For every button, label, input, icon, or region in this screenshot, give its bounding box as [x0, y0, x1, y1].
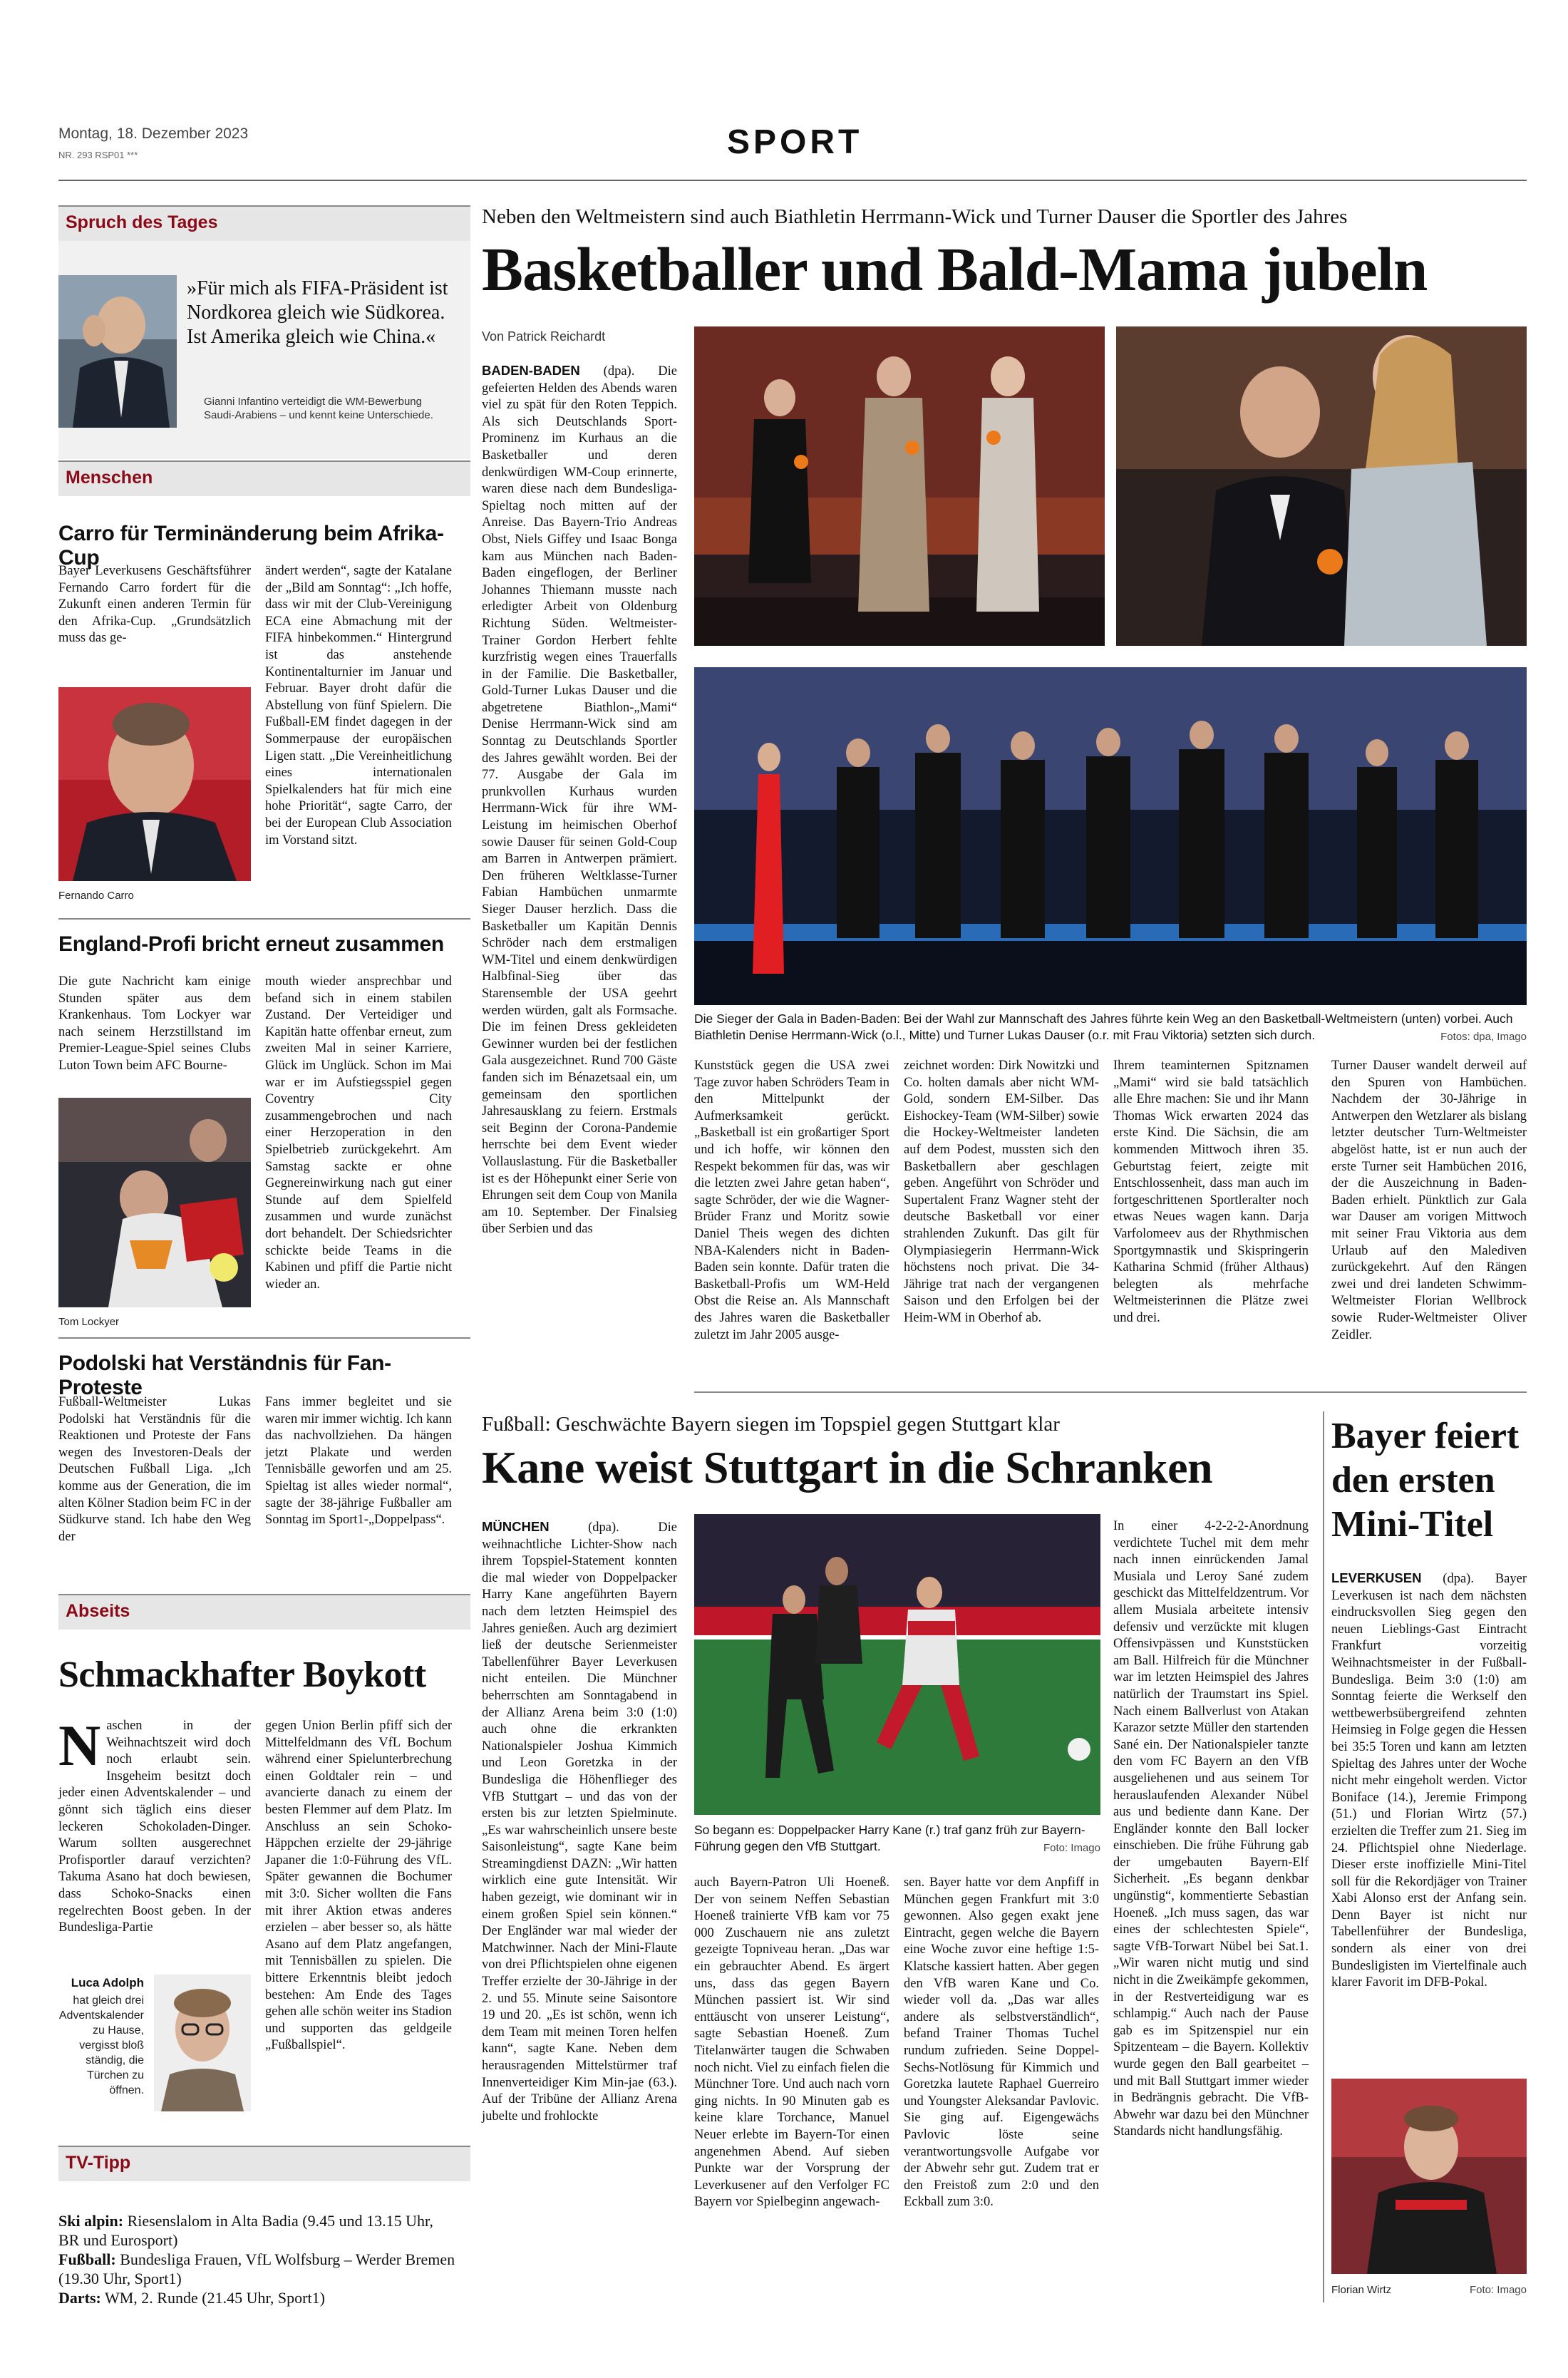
- wirtz-photo: [1331, 2079, 1527, 2274]
- tv-item: [58, 2288, 458, 2307]
- header-rule: [58, 180, 1527, 181]
- kane-photo-credit: Foto: Imago: [1043, 1842, 1100, 1854]
- kane-col1: [482, 1518, 677, 2125]
- tv-item-text: Riesenslalom in Alta Badia (9.45 und 13.15 Uhr, BR und Eurosport): [58, 2212, 433, 2249]
- bayer-dateline: LEVERKUSEN: [1331, 1570, 1422, 1585]
- gala-dateline: BADEN-BADEN: [482, 363, 580, 378]
- kane-kicker: Fußball: Geschwächte Bayern siegen im Topspiel gegen Stuttgart klar: [482, 1413, 1060, 1436]
- gala-agency: (dpa).: [603, 364, 635, 379]
- bayer-body-text: Bayer Leverkusen ist nach dem nächsten eindrucksvollen Sieg gegen den neuen Lieblings-Gast Eintracht Frankfurt vorzeitig Weihnachtsmeister in der Fußball-Bundesliga. Beim 3:0 (1:0) am Sonntag feierte die Werkself den wettbewerbsübergreifend zehnten Heimsieg in Folge gegen die Hessen bei 35:5 Toren und kann am letzten Spieltag des Jahres unter der Woche nicht mehr eingeholt werden. Victor Boniface (14.), Jeremie Frimpong (51.) und Florian Wirtz (57.) erzielten die Treffer zum 21. Sieg im 24. Pflichtspiel ohne Niederlage. Dieser erste inoffizielle Mini-Titel soll für die Rekordjäger von Trainer Xabi Alonso erst der Anfang sein. Denn Bayer ist nicht nur Tabellenführer der Bundesliga, sondern als einer von drei Bundesligisten im Viertelfinale auch klarer Favorit im DFB-Pokal.: [1331, 1572, 1527, 1990]
- carro-col2: ändert werden“, sagte der Katalane der „Bild am Sonntag“: „Ich hoffe, dass wir mit der Club-Vereinigung ECA eine Abmachung mit der FIFA hinbekommen.“ Hintergrund ist das anstehende Kontinentalturnier im Januar und Februar. Bayer droht dafür die Abstellung von fünf Spielern. Die Fußball-EM findet dagegen in der Sommerpause der europäischen Ligen statt. „Die Vereinheitlichung eines internationalen Spielkalenders hat für mich eine hohe Priorität“, sagte Carro, der bei der European Club Association im Vorstand sitzt.: [265, 564, 452, 848]
- kane-dateline: MÜNCHEN: [482, 1519, 550, 1534]
- spruch-quote: »Für mich als FIFA-Präsident ist Nordkorea gleich wie Südkorea. Ist Amerika gleich wie China.«: [187, 277, 448, 348]
- abseits-col1: [58, 1713, 251, 1937]
- kane-headline: Kane weist Stuttgart in die Schranken: [482, 1442, 1213, 1493]
- spruch-note: Gianni Infantino verteidigt die WM-Bewerbung Saudi-Arabiens – und kennt keine Unterschiede.: [204, 396, 433, 421]
- gala-photo-credit: Fotos: dpa, Imago: [1440, 1031, 1527, 1043]
- abseits-col2: gegen Union Berlin pfiff sich der Mittelfeldmann des VfL Bochum während einer Spielunterbrechung einen Goldtaler rein – und avancierte danach zu einem der besten Flemmer auf dem Platz. Im Anschluss an sein Schoko-Häppchen erzielte der 29-jährige Japaner die 1:0-Führung des VfL. Später gewannen die Bochumer mit 3:0. Sicher wollten die Fans mit ihrer Aktion etwas anderes erzielen – aber besser so, als hätte Asano auf dem Platz angefangen, mit Tennisbällen zu spielen. Die bittere Erkenntnis bleibt jedoch bestehen: Am Ende des Tages gehen alle schön weiter ins Stadion und supporten das geldgeile „Fußballspiel“.: [265, 1719, 452, 2053]
- gala-col5: Turner Dauser wandelt derweil auf den Spuren von Hambüchen. Nachdem der 30-Jährige in Antwerpen den Wetzlarer als bislang letzter deutscher Turn-Weltmeister abgelöst hatte, ist er nun auch der erste Turner seit Hambüchen 2016, der die Auszeichnung in Baden-Baden erhielt. Pünktlich zur Gala war Dauser am vorigen Mittwoch mit seiner Frau Viktoria aus dem Urlaub auf den Malediven zurückgekehrt. Auf den Rängen zwei und drei landeten Schwimm-Weltmeister Florian Wellbrock sowie Ruder-Weltmeister Oliver Zeidler.: [1331, 1059, 1527, 1342]
- abseits-col1-text: aschen in der Weihnachtszeit wird doch noch erlaubt sein. Insgeheim besitzt doch jeder einen Adventskalender – und gönnt sich täglich eins dieser leckeren Schokoladen-Dinger. Warum sollten ausgerechnet Profisportler darauf verzichten? Takuma Asano hat doch bewiesen, dass Schoko-Snacks einen regelrechten Boost geben. In der Bundesliga-Partie: [58, 1719, 251, 1935]
- podolski-col1: Fußball-Weltmeister Lukas Podolski hat Verständnis für die Reaktionen und Proteste der Fans wegen des Investoren-Deals der Deutschen Fußball Liga. „Ich komme aus der Generation, die im alten Kölner Stadion beim FC in der Südkurve stand. Ich habe den Weg der: [58, 1395, 251, 1544]
- wirtz-caption: Florian Wirtz: [1331, 2284, 1392, 2296]
- gala-photo-caption: Die Sieger der Gala in Baden-Baden: Bei der Wahl zur Mannschaft des Jahres führte kein Weg an den Basketball-Weltmeistern (unten) vorbei. Auch Biathletin Denise Herrmann-Wick (o.l., Mitte) und Turner Lukas Dauser (o.r. mit Frau Viktoria) setzten sich durch.: [694, 1012, 1513, 1042]
- abseits-headline: Schmackhafter Boykott: [58, 1654, 426, 1695]
- gala-photo-team: [694, 667, 1527, 1005]
- gala-intro: Die gefeierten Helden des Abends waren viel zu spät für den Roten Teppich. Als sich Deutschlands Sport-Prominenz im Kurhaus an die Basketballer und deren denkwürdigen WM-Coup erinnerte, waren diese nach dem Bundesliga-Spieltag noch mitten auf der Anreise. Das Bayern-Trio Andreas Obst, Niels Giffey und Isaac Bonga kam aus München nach Baden-Baden eingeflogen, der Berliner Johannes Thiemann musste nach erledigter Arbeit von Oldenburg Richtung Süden. Weltmeister-Trainer Gordon Herbert fehlte kurzfristig wegen eines Trauerfalls in der Familie. Die Basketballer, Gold-Turner Lukas Dauser und die abgetretene Biathlon-„Mami“ Denise Herrmann-Wick sind am Sonntag zu Deutschlands Sportler des Jahres gewählt worden. Bei der 77. Ausgabe der Gala im prunkvollen Kurhaus wurden Herrmann-Wick für ihre WM-Leistung im heimischen Oberhof sowie Dauser für seinen Gold-Coup am Barren in Antwerpen prämiert. Den früheren Weltklasse-Turner Fabian Hambüchen unmarmte Sieger Dauser herzlich. Dass die Basketballer um Kapitän Dennis Schröder nach dem erstmaligen WM-Titel und einem denkwürdigen Halbfinal-Sieg über das Starensemble der USA geehrt werden würden, galt als Formsache. Die im feinen Dress gekleideten Gewinner wurden bei der festlichen Gala ausgezeichnet. Rund 700 Gäste fanden sich im Bénazetsaal ein, um gemeinsam den sportlichen Jahresausklang zu feiern. Erstmals seit Beginn der Corona-Pandemie herrschte bei dem Event wieder Vollauslastung. Für die Basketballer ist es der Höhepunkt einer Serie von Ehrungen seit dem Coup von Manila am 10. September. Der Finalsieg über Serbien und das: [482, 364, 677, 1237]
- kane-agency: (dpa).: [588, 1520, 619, 1535]
- kane-col2: auch Bayern-Patron Uli Hoeneß. Der von seinem Neffen Sebastian Hoeneß trainierte VfB kam vor 75 000 Zuschauern nie ans zuletzt gezeigte Topniveau heran. „Das war ein gebrauchter Abend. Es ärgert uns, dass das gegen Bayern München passiert ist. Wir sind enttäuscht von unserer Leistung“, sagte Sebastian Hoeneß. Zum Titelanwärter taugen die Schwaben noch nicht. Viel zu einfach fielen die Münchner Tore. Und auch nach vorn ging nichts. In 90 Minuten gab es keine klare Torchance, Manuel Neuer erlebte im Bayern-Tor einen angenehmen Abend. Auf sieben Punkte war der Vorsprung der Leverkusener auf den Verfolger FC Bayern vor Spielbeginn angewach-: [694, 1875, 889, 2210]
- kane-col4: In einer 4-2-2-2-Anordnung verdichtete Tuchel mit dem mehr nach innen einrückenden Jamal Musiala und Leroy Sané zudem geschickt das Mittelfeldzentrum. Vor allem Musiala arbeitete intensiv defensiv und verzückte mit klugen Offensivpässen und Kunststücken am Ball. Hilfreich für die Münchner war im letzten Heimspiel des Jahres natürlich der Traumstart ins Spiel. Nach einem Ballverlust von Atakan Karazor setzte Müller den startenden Sané ein. Der Nationalspieler tanzte den vom FC Bayern an den VfB ausgeliehenen und aus seinem Tor herauslaufenden Alexander Nübel aus und bediente dann Kane. Der Engländer konnte den Ball locker einschieben. Die frühe Führung gab der umgebauten Bayern-Elf Sicherheit. „Es begann denkbar ungünstig“, kommentierte Sebastian Hoeneß. „Ich muss sagen, das war eines der schlechtesten Spiele“, sagte VfB-Torwart Nübel bei Sat.1. „Wir waren nicht mutig und sind nicht in die Zweikämpfe gekommen, in der Restverteidigung war es schlampig.“ Auch nach der Pause gab es im Spitzenspiel nur ein Spitzenteam – die Bayern. Kollektiv wurde gegen den Ball gearbeitet – und mit Ball Stuttgart immer wieder in Bedrängnis gebracht. Die VfB-Abwehr war dazu bei den Münchner Standards nicht handlungsfähig.: [1113, 1519, 1309, 2139]
- dropcap: N: [58, 1713, 101, 1778]
- carro-photo: [58, 687, 251, 881]
- gala-kicker: Neben den Weltmeistern sind auch Biathletin Herrmann-Wick und Turner Dauser die Sportler des Jahres: [482, 205, 1348, 228]
- gala-col4: Ihrem teaminternen Spitznamen „Mami“ wird sie bald tatsächlich alle Ehre machen: Sie und ihr Mann Thomas Wick erwarten 2024 das erste Kind. Die Sächsin, die am kommenden Mittwoch ihren 35. Geburtstag feiert, zeigte mit Entschlossenheit, dass man auch im fortgeschrittenen Sportleralter noch etwas Neues wagen kann. Darja Varfolomeev aus der Rhythmischen Sportgymnastik und Skispringerin Katharina Schmid (früher Althaus) belegten als mehrfache Weltmeisterinnen die Plätze zwei und drei.: [1113, 1059, 1309, 1325]
- tv-item-label: Fußball:: [58, 2250, 116, 2268]
- spruch-box-title: Spruch des Tages: [58, 205, 470, 241]
- abseits-author-name: Luca Adolph: [71, 1976, 144, 1990]
- podolski-col2: Fans immer begleitet und sie waren mir immer wichtig. Ich kann das nachvollziehen. Da hängen jetzt Plakate und werden Tennisbälle geworfen und am 25. Spieltag ist alles wieder normal“, sagte der 38-jährige Fußballer am Sonntag im Sport1-„Doppelpass“.: [265, 1395, 452, 1528]
- gala-photo-women: [694, 326, 1105, 646]
- kane-col3: sen. Bayer hatte vor dem Anpfiff in München gegen Frankfurt mit 3:0 gewonnen. Also gegen exakt jene Eintracht, gegen welche die Bayern eine Woche zuvor eine heftige 1:5-Klatsche kassiert hatten. Aber gegen den VfB waren Kane und Co. wieder voll da. „Das war alles andere als selbstverständlich“, befand Trainer Thomas Tuchel rundum zufrieden. Seine Doppel-Sechs-Notlösung für Kimmich und Goretzka lautete Raphael Guerreiro und Youngster Aleksandar Pavlovic. Sie ging auf. Eigengewächs Pavlovic löste seine verantwortungsvolle Aufgabe vor der Abwehr sehr gut. Zudem trat er den Freistoß zum 2:0 und den Eckball zum 3:0.: [904, 1875, 1099, 2210]
- bayer-agency: (dpa).: [1443, 1572, 1474, 1586]
- carro-caption: Fernando Carro: [58, 890, 134, 902]
- rule: [694, 1391, 1527, 1393]
- issue-date: Montag, 18. Dezember 2023: [58, 125, 249, 142]
- tv-box-title: TV-Tipp: [58, 2146, 470, 2181]
- tv-item: [58, 2211, 458, 2250]
- rule: [58, 1337, 470, 1339]
- infantino-photo: [58, 275, 177, 428]
- gala-headline: Basketballer und Bald-Mama jubeln: [482, 235, 1428, 304]
- tv-item: [58, 2250, 458, 2288]
- menschen-box-title: Menschen: [58, 460, 470, 496]
- abseits-box-title: Abseits: [58, 1594, 470, 1630]
- kane-col1-text: Die weihnachtliche Lichter-Show nach ihrem Topspiel-Statement konnten die mal wieder von Doppelpacker Harry Kane angeführten Bayern nach dem letzten Heimspiel des Jahres genießen. Auch arg dezimiert ließ der deutsche Serienmeister Tabellenführer Bayer Leverkusen nicht enteilen. Die Münchner beherrschten am Sonntagabend in der Allianz Arena beim 3:0 (1:0) auch ohne die erkrankten Nationalspieler Joshua Kimmich und Leon Goretzka in der Bundesliga die Höhenflieger des VfB Stuttgart – und das von der ersten bis zur letzten Spielminute. „Es war wahrscheinlich unsere beste Saisonleistung“, sagte Kane beim Streamingdienst DAZN: „Wir hatten wirklich eine gute Intensität. Wir haben gezeigt, wie dominant wir in einem großen Spiel sein können.“ Der Engländer war mal wieder der Matchwinner. Nach der Mini-Flaute von drei Pflichtspielen ohne eigenen Treffer erzielte der 30-Jährige in der 2. und 55. Minute seine Saisontore 19 und 20. „Es ist schön, wenn ich dem Team mit meinen Toren helfen kann“, sagte Kane. Neben dem herausragenden Mittelstürmer traf Innenverteidiger Kim Min-jae (63.). Auf der Tribüne der Allianz Arena jubelte und frohlockte: [482, 1520, 678, 2124]
- bayer-body: [1331, 1570, 1527, 1992]
- tv-item-label: Ski alpin:: [58, 2212, 124, 2230]
- abseits-author-note: hat gleich drei Adventskalender zu Hause, vergisst bloß ständig, die Türchen zu öffnen.: [58, 1994, 144, 2096]
- podolski-headline: Podolski hat Verständnis für Fan-Proteste: [58, 1352, 391, 1399]
- england-col1: Die gute Nachricht kam einige Stunden später aus dem Krankenhaus. Tom Lockyer war nach seinem Herzstillstand im Premier-League-Spiel seines Clubs Luton Town beim AFC Bourne-: [58, 974, 251, 1073]
- bayer-headline: Bayer feiert den ersten Mini-Titel: [1331, 1416, 1520, 1545]
- author-photo: [154, 1975, 251, 2111]
- lockyer-photo: [58, 1098, 251, 1307]
- gala-byline: Von Patrick Reichardt: [482, 329, 606, 344]
- lockyer-caption: Tom Lockyer: [58, 1316, 120, 1328]
- gala-photo-dauser: [1116, 326, 1527, 646]
- wirtz-credit: Foto: Imago: [1469, 2284, 1527, 2296]
- gala-col2: Kunststück gegen die USA zwei Tage zuvor haben Schröders Team in den Mittelpunkt der Aufmerksamkeit gerückt. „Basketball ist ein großartiger Sport und ich hoffe, wir können den Respekt bekommen für das, was wir die letzten zwei Jahre getan haben“, sagte Schröder, der wie die Wagner-Brüder Franz und Moritz sowie Daniel Theis wegen des dichten NBA-Kalenders nicht in Baden-Baden sein konnte. Dafür traten die Basketball-Profis um WM-Held Obst die Reise an. Als Mannschaft des Jahres waren die Basketballer zuletzt im Jahr 2005 ausge-: [694, 1059, 889, 1342]
- tv-list: [58, 2211, 458, 2307]
- tv-item-text: Bundesliga Frauen, VfL Wolfsburg – Werder Bremen (19.30 Uhr, Sport1): [58, 2250, 455, 2287]
- tv-item-text: WM, 2. Runde (21.45 Uhr, Sport1): [104, 2289, 325, 2307]
- bayer-divider: [1323, 1411, 1324, 2302]
- issue-code: NR. 293 RSP01 ***: [58, 150, 138, 160]
- tv-item-label: Darts:: [58, 2289, 101, 2307]
- gala-col3: zeichnet worden: Dirk Nowitzki und Co. holten damals aber nicht WM-Gold, sondern EM-Silber. Das Eishockey-Team (WM-Silber) sowie die Hockey-Weltmeister landeten auf dem Podest, mussten sich den Basketballern aber geschlagen geben. Angeführt von Schröder und Supertalent Franz Wagner steht der deutsche Basketball vor einer strahlenden Zukunft. Das gilt für Olympiasiegerin Herrmann-Wick höchstens noch privat. Die 34-Jährige trat nach der vergangenen Saison und den Erfolgen bei der Heim-WM in Oberhof ab.: [904, 1059, 1099, 1325]
- england-col2: mouth wieder ansprechbar und befand sich in einem stabilen Zustand. Der Verteidiger und Kapitän hatte offenbar erneut, zum zweiten Mal in seiner Karriere, Glück im Unglück. Schon im Mai war er im Aufstiegsspiel gegen Coventry City zusammengebrochen und nach einer Herzoperation in den Spielbetrieb zurückgekehrt. Am Samstag sackte er ohne Gegnereinwirkung nach gut einer Stunde auf dem Spielfeld zusammen und wurde zunächst dort behandelt. Der Schiedsrichter schickte beide Teams in die Kabinen und pfiff die Partie nicht wieder an.: [265, 974, 452, 1292]
- carro-headline: Carro für Terminänderung beim Afrika-Cup: [58, 522, 444, 570]
- england-headline: England-Profi bricht erneut zusammen: [58, 932, 444, 956]
- carro-col1: Bayer Leverkusens Geschäftsführer Fernando Carro fordert für die Zukunft einen anderen Termin für den Afrika-Cup. „Grundsätzlich muss das ge-: [58, 564, 251, 646]
- kane-photo-caption: So begann es: Doppelpacker Harry Kane (r.) traf ganz früh zur Bayern-Führung gegen den VfB Stuttgart.: [694, 1823, 1085, 1853]
- section-title: SPORT: [727, 123, 863, 161]
- kane-photo: [694, 1514, 1100, 1815]
- rule: [58, 918, 470, 920]
